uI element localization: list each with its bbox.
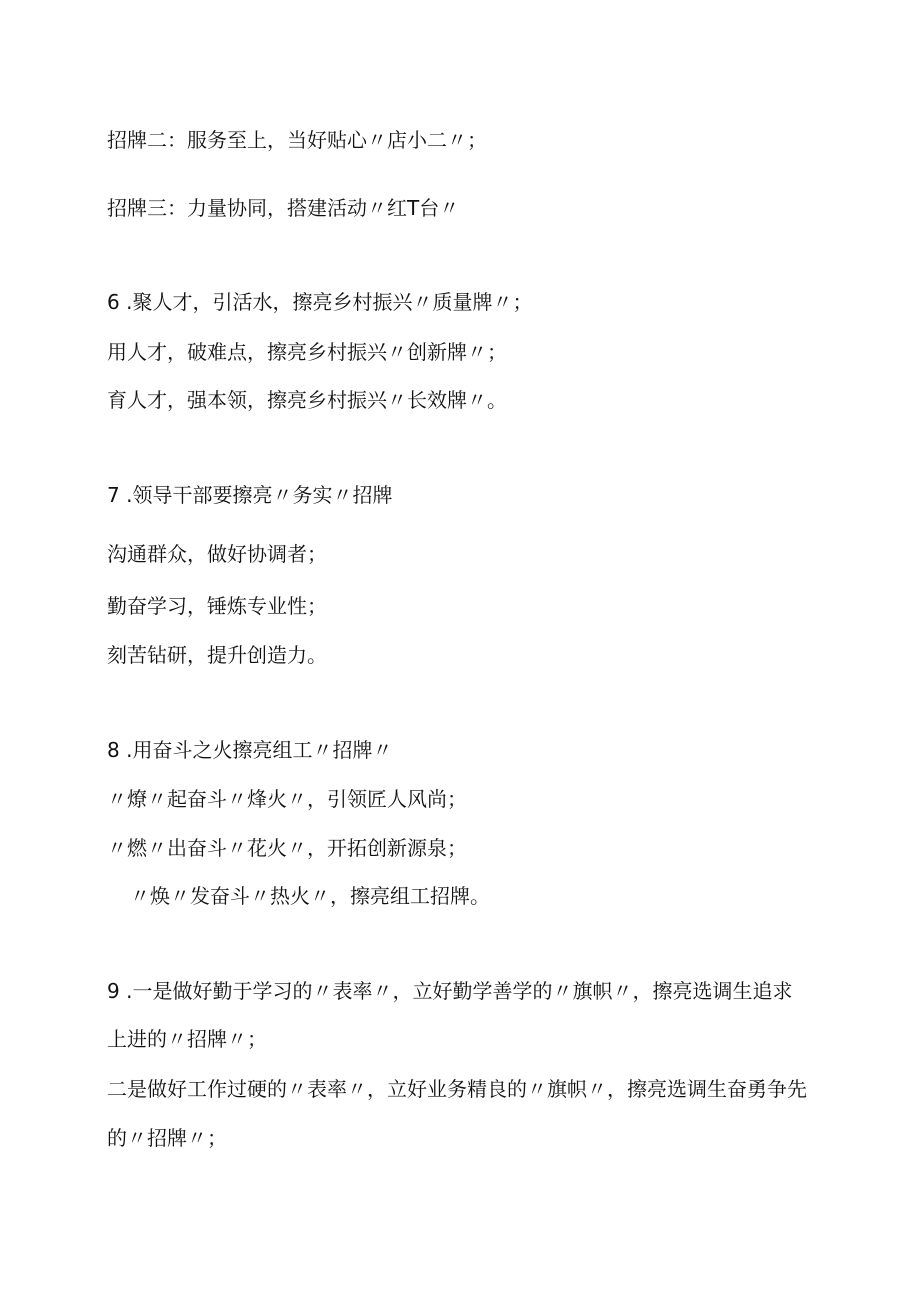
text-line-signboard-2: 招牌二：服务至上，当好贴心〃店小二〃； [107,128,487,152]
text-line-item-9-2a: 二是做好工作过硬的〃表率〃，立好业务精良的〃旗帜〃，擦亮选调生奋勇争先 [107,1077,807,1101]
text-line-signboard-3: 招牌三：力量协同，搭建活动〃红T台〃 [107,196,460,220]
text-line-item-8-1: 〃燎〃起奋斗〃烽火〃，引领匠人风尚； [107,787,467,811]
text-line-item-8-2: 〃燃〃出奋斗〃花火〃，开拓创新源泉； [107,836,467,860]
text-line-item-7-1: 沟通群众，做好协调者； [107,542,327,566]
text-line-item-9-2b: 的〃招牌〃； [107,1126,227,1150]
text-line-item-8-heading: 8 .用奋斗之火擦亮组工〃招牌〃 [107,738,393,762]
text-line-item-6-2: 用人才，破难点，擦亮乡村振兴〃创新牌〃； [107,340,507,364]
text-line-item-7-3: 刻苦钻研，提升创造力。 [107,643,327,667]
text-line-item-9-1b: 上进的〃招牌〃； [107,1027,267,1051]
text-line-item-7-2: 勤奋学习，锤炼专业性； [107,594,327,618]
text-line-item-6-3: 育人才，强本领，擦亮乡村振兴〃长效牌〃。 [107,388,507,412]
text-line-item-7-heading: 7 .领导干部要擦亮〃务实〃招牌 [107,483,393,507]
text-line-item-9-1a: 9 .一是做好勤于学习的〃表率〃，立好勤学善学的〃旗帜〃，擦亮选调生追求 [107,979,793,1003]
text-line-item-6-heading: 6 .聚人才，引活水，擦亮乡村振兴〃质量牌〃； [107,290,533,314]
text-line-item-8-3: 〃焕〃发奋斗〃热火〃，擦亮组工招牌。 [130,884,490,908]
